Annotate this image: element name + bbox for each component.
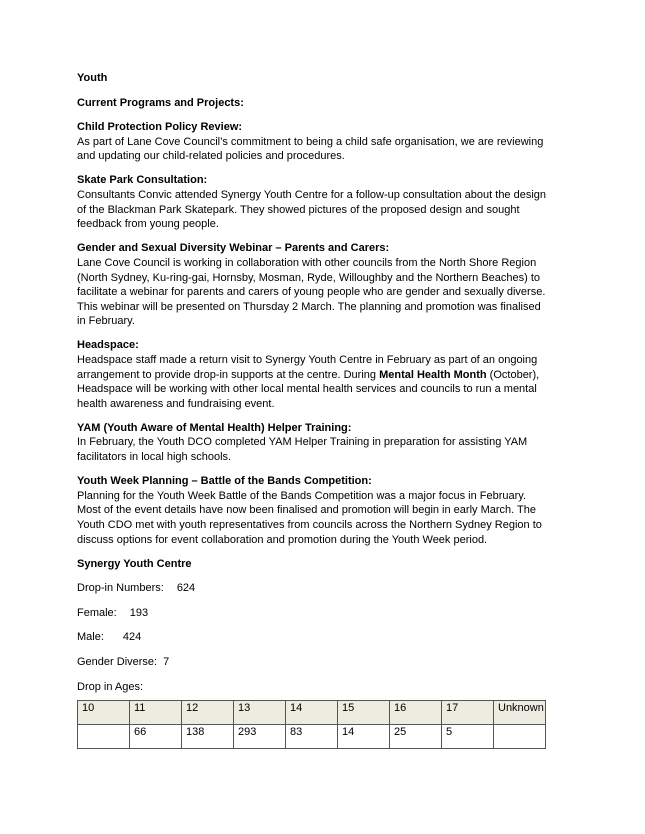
table-cell: 14: [338, 725, 390, 749]
stat-value: 424: [122, 631, 142, 644]
item-heading: Youth Week Planning – Battle of the Bands Competition:: [77, 475, 372, 488]
ages-table: [77, 700, 546, 749]
item-heading: Gender and Sexual Diversity Webinar – Parents and Carers:: [77, 242, 390, 255]
table-cell: 25: [390, 725, 442, 749]
table-header-row: [78, 701, 546, 725]
stat-label: Gender Diverse:: [77, 656, 158, 668]
table-header-cell: 16: [390, 701, 442, 725]
item-heading: Skate Park Consultation:: [77, 174, 208, 187]
stat-label: Male:: [77, 631, 104, 644]
female-stat: [77, 606, 547, 621]
table-header-cell: 17: [442, 701, 494, 725]
stat-value: 7: [163, 656, 170, 668]
item-heading: YAM (Youth Aware of Mental Health) Helper Training:: [77, 421, 352, 434]
item-body: Consultants Convic attended Synergy Youth Centre for a follow-up consultation about the design of the Blackman Park Skatepark. They showed pictures of the proposed design and sought feedback from young people.: [77, 189, 547, 231]
item-heading: Headspace:: [77, 339, 139, 352]
item-heading: Child Protection Policy Review:: [77, 121, 243, 134]
ages-label: Drop in Ages:: [77, 680, 144, 693]
item-yam-training: [77, 421, 547, 465]
table-cell: 66: [130, 725, 182, 749]
table-header-cell: 12: [182, 701, 234, 725]
document-page: [77, 71, 547, 704]
item-body: As part of Lane Cove Council’s commitment to being a child safe organisation, we are reviewing and updating our child-related policies and procedures.: [77, 135, 544, 163]
table-cell: 293: [234, 725, 286, 749]
table-header-cell: 10: [78, 701, 130, 725]
table-header-cell: Unknown: [494, 701, 546, 725]
centre-title: Synergy Youth Centre: [77, 557, 192, 570]
body-text: Headspace staff made a return visit to Synergy Youth Centre in February as part of an ongoing arrangement to provide drop-in supports at the centre. During: [77, 354, 538, 381]
item-youth-week: [77, 474, 547, 547]
item-body: Lane Cove Council is working in collaboration with other councils from the North Shore Region (North Sydney, Ku-ring-gai, Hornsby, Mosman, Ryde, Willoughby and the Northern Beaches) to facilitate a webinar for parents and carers of young people who are gender and sexually diverse. This webinar will be presented on Thursday 2 March. The planning and promotion was finalised in February.: [77, 256, 546, 328]
item-child-protection: [77, 120, 547, 164]
section-subtitle: Current Programs and Projects:: [77, 96, 244, 109]
body-text: (October), Headspace will be working with other local mental health services and councils to run a mental health awareness and fundraising event.: [77, 368, 540, 410]
male-stat: [77, 630, 547, 645]
item-body: Planning for the Youth Week Battle of the Bands Competition was a major focus in February. Most of the event details have now been finalised and promotion will begin in early March. The Youth CDO met with youth representatives from councils across the Northern Sydney Region to discuss options for event collaboration and promotion during the Youth Week period.: [77, 489, 542, 546]
stat-value: 624: [176, 582, 196, 595]
table-cell: [78, 725, 130, 749]
stat-label: Drop-in Numbers:: [77, 582, 164, 595]
diverse-stat: [77, 655, 547, 670]
table-header-cell: 11: [130, 701, 182, 725]
table-header-cell: 13: [234, 701, 286, 725]
table-cell: 138: [182, 725, 234, 749]
item-body: In February, the Youth DCO completed YAM Helper Training in preparation for assisting YAM facilitators in local high schools.: [77, 436, 528, 464]
item-body: [77, 353, 547, 411]
body-bold-text: Mental Health Month: [379, 368, 487, 381]
section-title: Youth: [77, 72, 108, 84]
table-cell: 5: [442, 725, 494, 749]
table-header-cell: 15: [338, 701, 390, 725]
stat-value: 193: [129, 606, 149, 619]
item-headspace: [77, 338, 547, 411]
table-cell: 83: [286, 725, 338, 749]
table-header-cell: 14: [286, 701, 338, 725]
table-cell: [494, 725, 546, 749]
stat-label: Female:: [77, 606, 117, 619]
item-skate-park: [77, 173, 547, 231]
item-webinar: [77, 241, 547, 329]
dropin-stat: [77, 581, 547, 596]
table-row: [78, 725, 546, 749]
